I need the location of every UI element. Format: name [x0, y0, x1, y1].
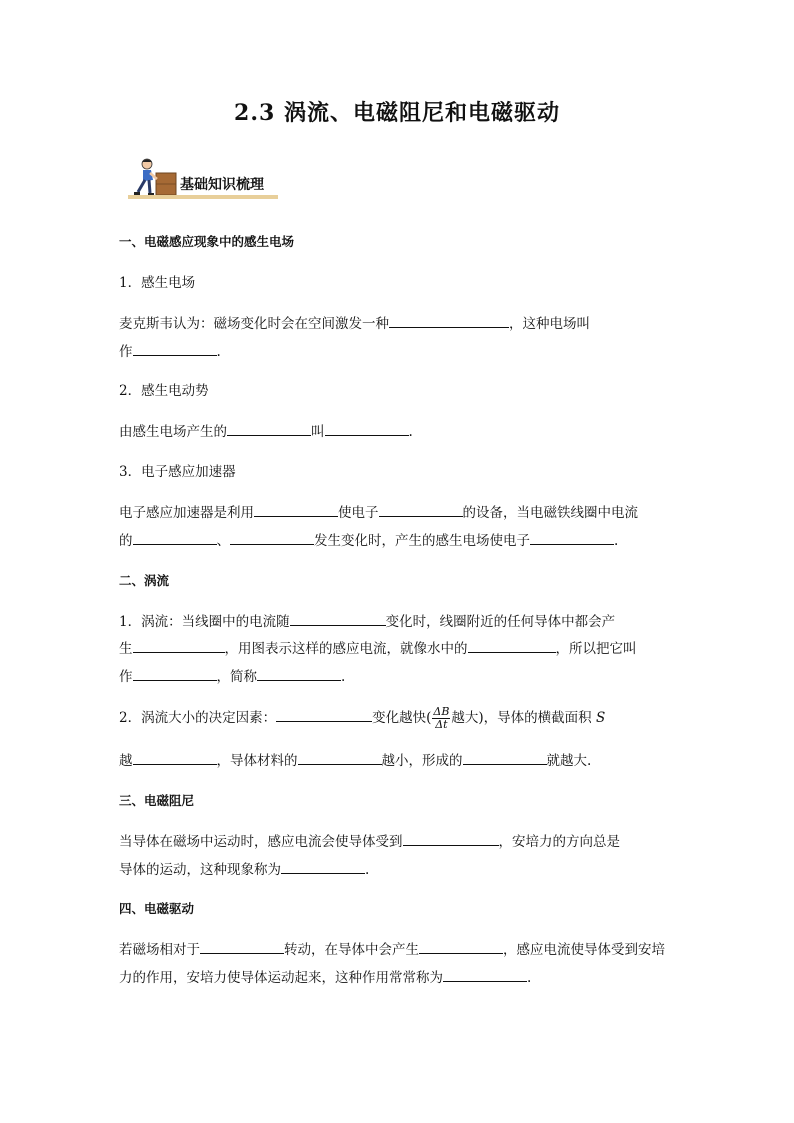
text: 电子感应加速器是利用 [119, 505, 254, 521]
blank-field[interactable] [419, 939, 503, 954]
text: . [527, 970, 532, 986]
text: ，感应电流使导体受到安培 [503, 942, 665, 958]
text: 越大)，导体的横截面积 [451, 710, 592, 726]
text: 、 [216, 533, 230, 549]
text: 力的作用，安培力使导体运动起来，这种作用常常称为 [119, 970, 443, 986]
text: ，安培力的方向总是 [498, 834, 620, 850]
paragraph-1-3-line2 [119, 529, 618, 549]
subheading-1-2: 2．感生电动势 [119, 383, 209, 399]
text: 的设备，当电磁铁线圈中电流 [462, 505, 638, 521]
text: 就越大. [546, 753, 592, 769]
text: ，导体材料的 [216, 753, 298, 769]
text: ，简称 [216, 669, 257, 685]
section-heading-1: 一、电磁感应现象中的感生电场 [119, 234, 295, 249]
text: . [408, 424, 413, 440]
blank-field[interactable] [200, 939, 284, 954]
badge-label: 基础知识梳理 [180, 177, 264, 193]
boy-pushing-box-icon [128, 158, 184, 200]
section-heading-3: 三、电磁阻尼 [119, 793, 195, 808]
blank-field[interactable] [230, 530, 314, 545]
blank-field[interactable] [463, 750, 547, 765]
text: 变化时，线圈附近的任何导体中都会产 [385, 614, 616, 630]
text: 使电子 [338, 505, 379, 521]
paragraph-4-line1 [119, 938, 665, 958]
text: 越 [119, 753, 133, 769]
section-badge [128, 158, 288, 202]
page-title: 2.3 涡流、电磁阻尼和电磁驱动 [234, 100, 560, 126]
blank-field[interactable] [443, 967, 527, 982]
blank-field[interactable] [468, 638, 556, 653]
text: . [341, 669, 346, 685]
text: ，用图表示这样的感应电流，就像水中的 [224, 641, 468, 657]
blank-field[interactable] [379, 502, 463, 517]
blank-field[interactable] [325, 421, 409, 436]
paragraph-2-1-line2 [119, 637, 637, 657]
paragraph-4-line2 [119, 966, 531, 986]
blank-field[interactable] [281, 859, 365, 874]
fraction-numerator: ΔB [433, 705, 450, 718]
text: 导体的运动，这种现象称为 [119, 862, 281, 878]
blank-field[interactable] [133, 750, 217, 765]
text: 若磁场相对于 [119, 942, 200, 958]
blank-field[interactable] [133, 638, 225, 653]
text: 当导体在磁场中运动时，感应电流会使导体受到 [119, 834, 403, 850]
paragraph-1-1-line2 [119, 340, 221, 360]
blank-field[interactable] [133, 341, 217, 356]
text: . [614, 533, 619, 549]
badge-underline [128, 195, 278, 199]
text: 发生变化时，产生的感生电场使电子 [314, 533, 530, 549]
blank-field[interactable] [403, 831, 499, 846]
blank-field[interactable] [227, 421, 311, 436]
blank-field[interactable] [257, 666, 341, 681]
paragraph-1-1-line1 [119, 312, 590, 332]
section-heading-2: 二、涡流 [119, 573, 170, 588]
fraction-denominator: Δt [435, 718, 448, 731]
text: 叫 [311, 424, 325, 440]
paragraph-3-line1 [119, 830, 620, 850]
text: 越小，形成的 [381, 753, 463, 769]
delta-b-over-delta-t-fraction [432, 706, 450, 731]
text: 麦克斯韦认为：磁场变化时会在空间激发一种 [119, 316, 389, 332]
text: 生 [119, 641, 133, 657]
paragraph-1-2 [119, 420, 413, 440]
text: 作 [119, 344, 133, 360]
text: 作 [119, 669, 133, 685]
blank-field[interactable] [298, 750, 382, 765]
paragraph-3-line2 [119, 858, 369, 878]
blank-field[interactable] [133, 530, 217, 545]
blank-field[interactable] [133, 666, 217, 681]
text: 的 [119, 533, 133, 549]
text: 1．涡流：当线圈中的电流随 [119, 614, 290, 630]
text: 2．涡流大小的决定因素： [119, 710, 277, 726]
text: ，所以把它叫 [555, 641, 637, 657]
paragraph-1-3-line1 [119, 501, 638, 521]
variable-s: S [595, 710, 606, 726]
text: ，这种电场叫 [509, 316, 590, 332]
text: . [216, 344, 221, 360]
blank-field[interactable] [530, 530, 614, 545]
paragraph-2-2-line1 [119, 706, 605, 731]
blank-field[interactable] [290, 611, 386, 626]
paragraph-2-2-line2 [119, 749, 591, 769]
text: . [365, 862, 370, 878]
blank-field[interactable] [254, 502, 338, 517]
blank-field[interactable] [276, 707, 372, 722]
blank-field[interactable] [389, 313, 509, 328]
paragraph-2-1-line1 [119, 610, 615, 630]
subheading-1-1: 1．感生电场 [119, 275, 196, 291]
subheading-1-3: 3．电子感应加速器 [119, 464, 236, 480]
paragraph-2-1-line3 [119, 665, 345, 685]
text: 由感生电场产生的 [119, 424, 227, 440]
text: 转动，在导体中会产生 [284, 942, 419, 958]
section-heading-4: 四、电磁驱动 [119, 901, 195, 916]
text: 变化越快( [372, 710, 432, 726]
